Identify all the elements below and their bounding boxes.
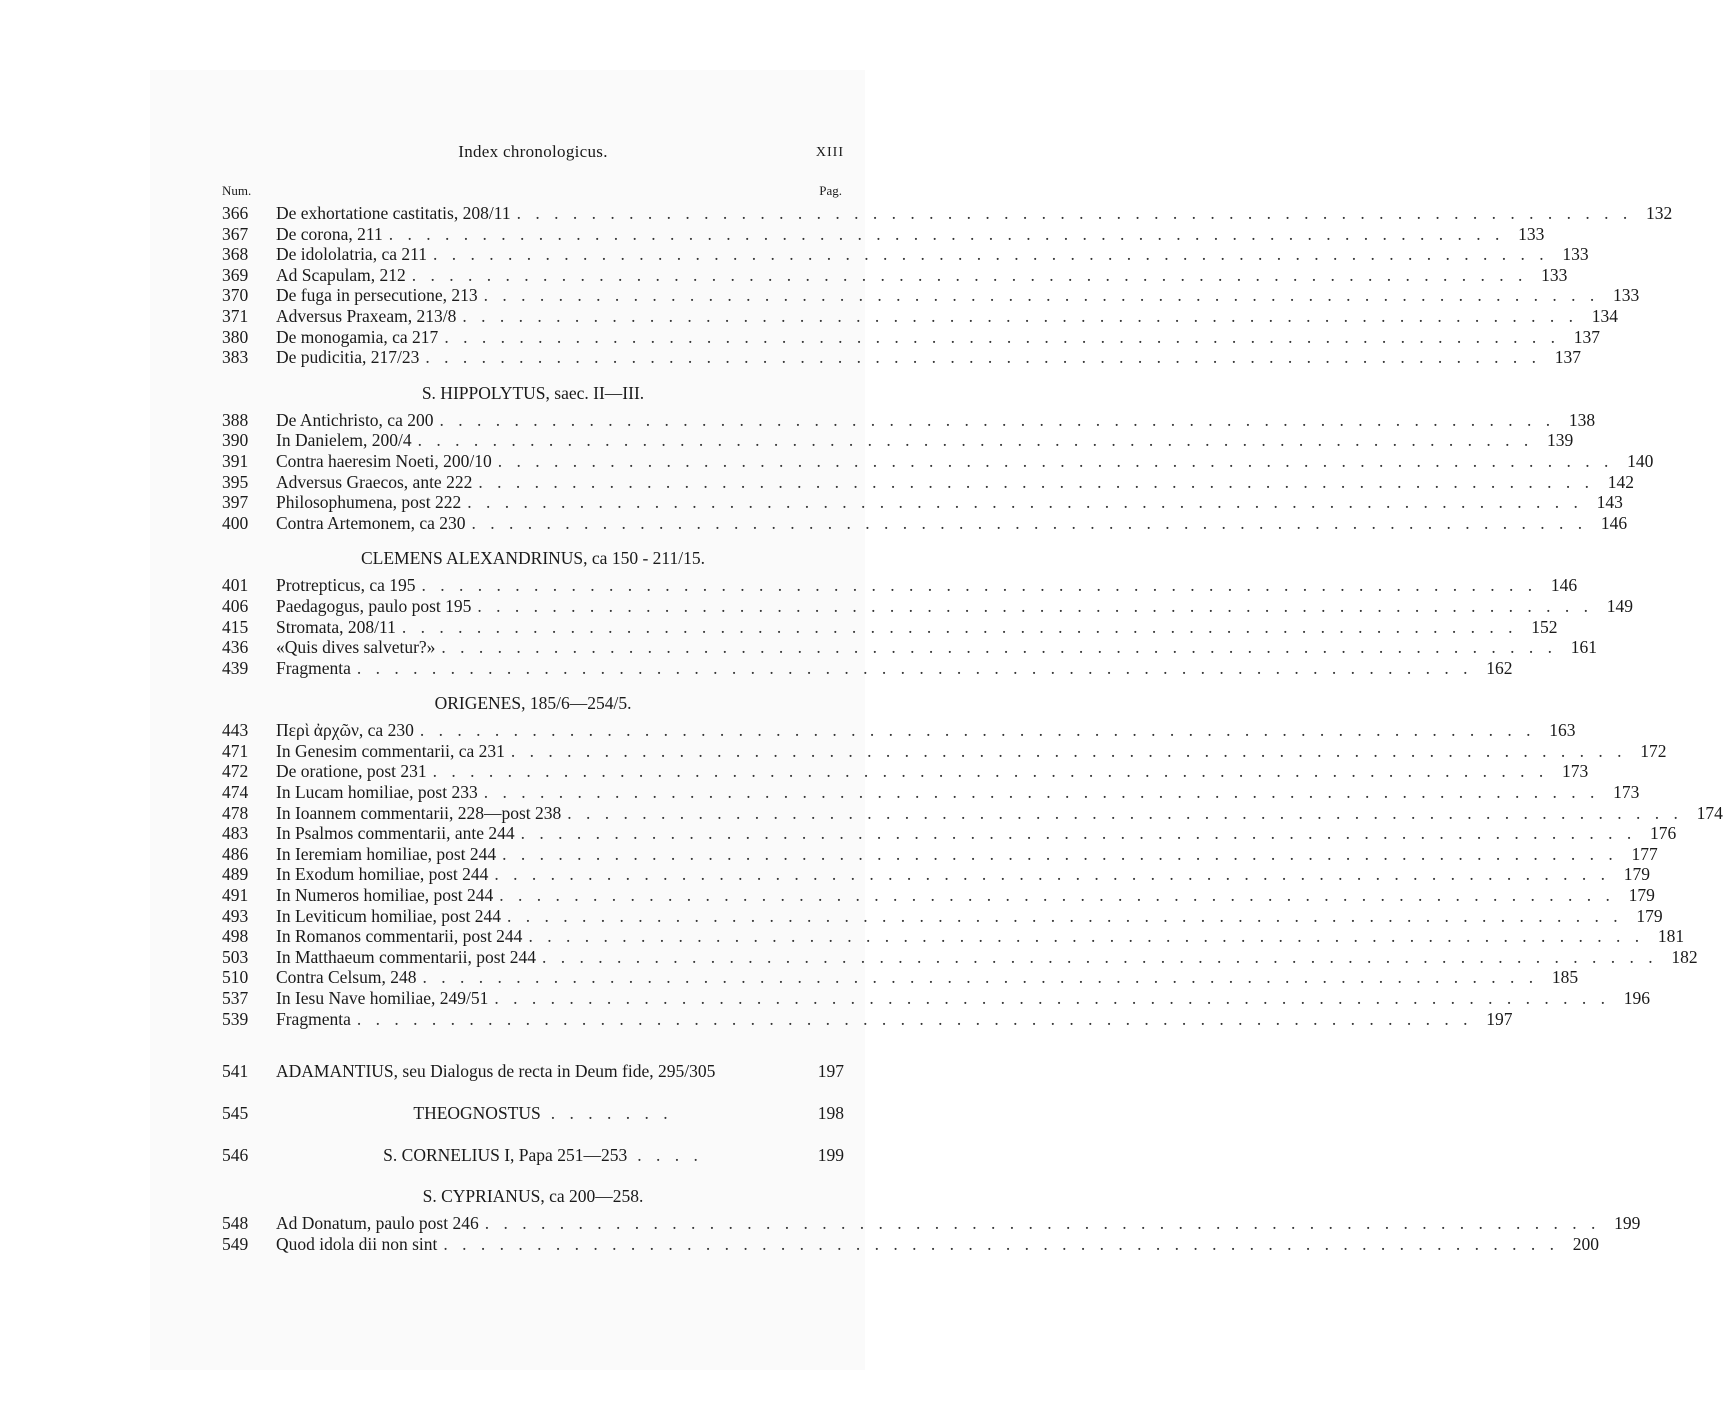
index-entry <box>222 450 1654 472</box>
entry-title: De monogamia, ca 217 <box>276 326 439 347</box>
entry-number: 400 <box>222 512 249 533</box>
entry-title: De idololatria, ca 211 <box>276 244 427 265</box>
section-heading: S. CYPRIANUS, ca 200—258. <box>422 1186 644 1207</box>
entry-title: In Leviticum homiliae, post 244 <box>276 905 502 926</box>
entry-title: De pudicitia, 217/23 <box>276 347 420 368</box>
entry-number: 395 <box>222 471 249 492</box>
entry-number: 498 <box>222 926 249 947</box>
entry-page: 149 <box>1606 595 1634 616</box>
leader-dots: . . . . . . . . . . . . . . . . . . . . . . . . . . . . . . . . . . . . . . . . . . . . . . . . . . . . . . . . . . . . <box>421 575 1538 596</box>
standalone-entry <box>222 1059 844 1083</box>
entry-title: S. CORNELIUS I, Papa 251—253 <box>383 1145 628 1166</box>
entry-page: 132 <box>1645 203 1673 223</box>
entry-title: Adversus Graecos, ante 222 <box>276 471 473 492</box>
entry-title: In Genesim commentarii, ca 231 <box>276 740 505 761</box>
entry-page: 179 <box>1628 885 1655 906</box>
leader-dots: . . . . . . . . . . . . . . . . . . . . . . . . . . . . . . . . . . . . . . . . . . . . . . . . . . . . . . . . . . . . <box>356 1008 1473 1029</box>
index-entry <box>222 305 1618 327</box>
entry-page: 177 <box>1631 843 1658 864</box>
entry-title: In Ieremiam homiliae, post 244 <box>276 843 497 864</box>
leader-dots: . . . . . . . . . . . . . . . . . . . . . . . . . . . . . . . . . . . . . . . . . . . . . . . . . . . . . . . . . . . . <box>425 347 1542 368</box>
entry-title: In Ioannem commentarii, 228—post 238 <box>276 802 562 823</box>
entry-page: 176 <box>1650 823 1677 844</box>
index-entry <box>222 203 1673 224</box>
index-entry <box>222 430 1574 451</box>
entry-title: Quod idola dii non sint <box>276 1233 438 1254</box>
leader-dots: . . . . . . . . . . . . . . . . . . . . . . . . . . . . . . . . . . . . . . . . . . . . . . . . . . . . . . . . . . . . <box>520 823 1637 844</box>
running-head <box>222 142 844 168</box>
index-entry <box>222 264 1568 286</box>
entry-page: 161 <box>1570 637 1598 658</box>
pag-column-header: Pag. <box>819 183 842 198</box>
index-entry <box>222 347 1582 368</box>
index-entry <box>222 595 1634 617</box>
entry-title: In Matthaeum commentarii, post 244 <box>276 946 537 967</box>
entry-title: In Iesu Nave homiliae, 249/51 <box>276 988 489 1008</box>
entry-page: 133 <box>1518 223 1545 244</box>
index-entry <box>222 409 1596 431</box>
entry-title: Stromata, 208/11 <box>276 616 396 637</box>
entry-page: 197 <box>817 1061 844 1082</box>
entry-number: 549 <box>222 1233 249 1254</box>
entry-title: Philosophumena, post 222 <box>276 492 462 513</box>
running-title: Index chronologicus. <box>458 142 608 161</box>
column-headers <box>222 183 844 201</box>
leader-dots: . . . . . . . . . . . . . . . . . . . . . . . . . . . . . . . . . . . . . . . . . . . . . . . . . . . . . . . . . . . . <box>432 244 1549 265</box>
entry-number: 436 <box>222 637 249 658</box>
entry-number: 401 <box>222 575 249 596</box>
entry-page: 172 <box>1640 740 1667 761</box>
index-entry <box>222 864 1651 885</box>
section-heading: CLEMENS ALEXANDRINUS, ca 150 - 211/15. <box>361 548 705 569</box>
entry-title: «Quis dives salvetur?» <box>276 637 436 658</box>
entry-title: De Antichristo, ca 200 <box>276 409 434 430</box>
entry-number: 471 <box>222 740 249 761</box>
index-entry <box>222 823 1677 844</box>
entry-page: 181 <box>1657 926 1685 947</box>
entry-title: De exhortatione castitatis, 208/11 <box>276 203 511 223</box>
entry-title: In Psalmos commentarii, ante 244 <box>276 823 515 844</box>
index-entry <box>222 1213 1641 1234</box>
entry-title: Contra Artemonem, ca 230 <box>276 512 466 533</box>
entry-title: Περὶ ἀρχῶν, ca 230 <box>276 720 414 741</box>
index-entry <box>222 1008 1513 1030</box>
entry-page: 134 <box>1591 305 1618 326</box>
leader-dots: . . . . . . . . . . . . . . . . . . . . . . . . . . . . . . . . . . . . . . . . . . . . . . . . . . . . . . . . . . . . <box>484 1213 1601 1234</box>
index-entry <box>222 512 1628 534</box>
entry-number: 489 <box>222 864 249 885</box>
section-heading: ORIGENES, 185/6—254/5. <box>434 693 632 714</box>
index-entry <box>222 223 1545 245</box>
leader-dots: . . . . . . . . . . . . . . . . . . . . . . . . . . . . . . . . . . . . . . . . . . . . . . . . . . . . . . . . . . . . <box>477 595 1594 616</box>
entry-page: 179 <box>1623 864 1651 885</box>
leader-dots: . . . . . . . . . . . . . . . . . . . . . . . . . . . . . . . . . . . . . . . . . . . . . . . . . . . . . . . . . . . . <box>471 512 1588 533</box>
leader-dots: . . . . . . . . . . . . . . . . . . . . . . . . . . . . . . . . . . . . . . . . . . . . . . . . . . . . . . . . . . . . <box>510 740 1627 761</box>
entry-page: 137 <box>1554 347 1582 368</box>
index-entry <box>222 637 1598 658</box>
standalone-entry <box>222 1143 844 1167</box>
entry-title: Ad Scapulam, 212 <box>276 264 406 285</box>
entry-page: 140 <box>1627 450 1654 471</box>
leader-dots: . . . . . . . . . . . . . . . . . . . . . . . . . . . . . . . . . . . . . . . . . . . . . . . . . . . . . . . . . . . . <box>494 864 1611 885</box>
index-entry <box>222 905 1663 927</box>
entry-page: 133 <box>1541 264 1568 285</box>
leader-dots: . . . . . . . . . . . . . . . . . . . . . . . . . . . . . . . . . . . . . . . . . . . . . . . . . . . . . . . . . . . . <box>542 946 1658 967</box>
entry-title: De oratione, post 231 <box>276 761 427 782</box>
leader-dots: . . . . . . . . . . . . . . . . . . . . . . . . . . . . . . . . . . . . . . . . . . . . . . . . . . . . . . . . . . . . <box>417 430 1534 451</box>
entry-title: THEOGNOSTUS <box>413 1103 541 1124</box>
entry-page: 173 <box>1562 761 1589 782</box>
leader-dots: . . . . . . . . . . . . . . . . . . . . . . . . . . . . . . . . . . . . . . . . . . . . . . . . . . . . . . . . . . . . <box>502 843 1618 864</box>
entry-page: 137 <box>1573 326 1600 347</box>
index-entry <box>222 1233 1600 1255</box>
entry-number: 406 <box>222 595 249 616</box>
entry-page: 182 <box>1671 946 1698 967</box>
entry-number: 510 <box>222 967 249 988</box>
entry-page: 138 <box>1568 409 1596 430</box>
entry-number: 486 <box>222 843 249 864</box>
entry-number: 370 <box>222 285 249 306</box>
entry-number: 380 <box>222 326 249 347</box>
entry-title: Contra haeresim Noeti, 200/10 <box>276 450 492 471</box>
entry-number: 474 <box>222 782 249 803</box>
entry-number: 483 <box>222 823 249 844</box>
index-entry <box>222 285 1640 306</box>
leader-dots: . . . . . . . . . . . . . . . . . . . . . . . . . . . . . . . . . . . . . . . . . . . . . . . . . . . . . . . . . . . . <box>441 637 1558 658</box>
leader-dots: . . . . . . . . . . . . . . . . . . . . . . . . . . . . . . . . . . . . . . . . . . . . . . . . . . . . . . . . . . . . <box>356 657 1473 678</box>
num-column-header: Num. <box>222 183 252 198</box>
entry-title: In Danielem, 200/4 <box>276 430 412 451</box>
entry-page: 179 <box>1636 905 1663 926</box>
leader-dots: . . . . . . . . . . . . . . . . . . . . . . . . . . . . . . . . . . . . . . . . . . . . . . . . . . . . . . . . . . . . <box>411 264 1528 285</box>
entry-page: 133 <box>1562 244 1589 265</box>
entry-number: 367 <box>222 223 249 244</box>
entry-page: 152 <box>1531 616 1558 637</box>
entry-page: 139 <box>1546 430 1574 451</box>
leader-dots: . . . . . . . . . . . . . . . . . . . . . . . . . . . . . . . . . . . . . . . . . . . . . . . . . . . . . . . . . . . . <box>516 203 1633 223</box>
leader-dots: . . . . . . . . . . . . . . . . . . . . . . . . . . . . . . . . . . . . . . . . . . . . . . . . . . . . . . . . . . . . <box>483 285 1600 306</box>
leader-dots: . . . . . . . . . . . . . . . . . . . . . . . . . . . . . . . . . . . . . . . . . . . . . . . . . . . . . . . . . . . . <box>401 616 1518 637</box>
leader-dots: . . . . . . . . . . . . . . . . . . . . . . . . . . . . . . . . . . . . . . . . . . . . . . . . . . . . . . . . . . . . <box>494 988 1611 1008</box>
entry-page: 174 <box>1696 802 1723 823</box>
leader-dots: . . . . . . . . . . . . . . . . . . . . . . . . . . . . . . . . . . . . . . . . . . . . . . . . . . . . . . . . . . . . <box>444 326 1560 347</box>
index-entry <box>222 575 1578 596</box>
entry-title: Contra Celsum, 248 <box>276 967 417 988</box>
leader-dots: . . . . . . . . . . . . . . . . . . . . . . . . . . . . . . . . . . . . . . . . . . . . . . . . . . . . . . . . . . . . <box>462 305 1578 326</box>
index-entry <box>222 946 1698 968</box>
entry-number: 548 <box>222 1213 249 1234</box>
entry-number: 539 <box>222 1008 249 1029</box>
entry-page: 200 <box>1572 1233 1600 1254</box>
entry-title: De fuga in persecutione, 213 <box>276 285 478 306</box>
entry-page: 198 <box>817 1103 844 1124</box>
entry-number: 366 <box>222 203 249 223</box>
index-entry <box>222 761 1589 782</box>
entry-page: 199 <box>817 1145 844 1166</box>
entry-page: 196 <box>1623 988 1651 1008</box>
leader-dots: . . . . <box>637 1145 703 1166</box>
entry-number: 545 <box>222 1103 249 1124</box>
entry-number: 390 <box>222 430 249 451</box>
entry-page: 133 <box>1613 285 1640 306</box>
entry-page: 146 <box>1550 575 1578 596</box>
entry-title-wrap <box>276 1143 810 1167</box>
page-number: XIII <box>815 145 844 160</box>
leader-dots: . . . . . . . . . . . . . . . . . . . . . . . . . . . . . . . . . . . . . . . . . . . . . . . . . . . . . . . . . . . . <box>467 492 1583 513</box>
entry-title: In Romanos commentarii, post 244 <box>276 926 523 947</box>
index-entry <box>222 802 1723 824</box>
index-entry <box>222 740 1667 762</box>
entry-title: Adversus Praxeam, 213/8 <box>276 305 457 326</box>
leader-dots: . . . . . . . . . . . . . . . . . . . . . . . . . . . . . . . . . . . . . . . . . . . . . . . . . . . . . . . . . . . . <box>388 223 1505 244</box>
entry-title: De corona, 211 <box>276 223 383 244</box>
index-content <box>222 203 1723 1254</box>
index-entry <box>222 926 1685 947</box>
entry-number: 439 <box>222 657 249 678</box>
entry-title: Paedagogus, paulo post 195 <box>276 595 472 616</box>
leader-dots: . . . . . . . . . . . . . . . . . . . . . . . . . . . . . . . . . . . . . . . . . . . . . . . . . . . . . . . . . . . . <box>478 471 1594 492</box>
entry-number: 537 <box>222 988 249 1008</box>
leader-dots: . . . . . . . <box>550 1103 673 1124</box>
entry-number: 546 <box>222 1145 249 1166</box>
index-entry <box>222 244 1589 265</box>
entry-page: 162 <box>1486 657 1513 678</box>
entry-number: 493 <box>222 905 249 926</box>
entry-number: 415 <box>222 616 249 637</box>
index-entry <box>222 988 1651 1009</box>
index-entry <box>222 967 1579 988</box>
entry-number: 503 <box>222 946 249 967</box>
entry-number: 472 <box>222 761 249 782</box>
entry-number: 397 <box>222 492 249 513</box>
index-entry <box>222 616 1558 638</box>
entry-number: 443 <box>222 720 249 741</box>
entry-number: 369 <box>222 264 249 285</box>
leader-dots: . . . . . . . . . . . . . . . . . . . . . . . . . . . . . . . . . . . . . . . . . . . . . . . . . . . . . . . . . . . . <box>507 905 1623 926</box>
entry-number: 478 <box>222 802 249 823</box>
entry-page: 185 <box>1551 967 1579 988</box>
index-entry <box>222 471 1634 493</box>
entry-title: In Lucam homiliae, post 233 <box>276 782 478 803</box>
entry-title: Fragmenta <box>276 657 351 678</box>
entry-number: 541 <box>222 1061 249 1082</box>
leader-dots: . . . . . . . . . . . . . . . . . . . . . . . . . . . . . . . . . . . . . . . . . . . . . . . . . . . . . . . . . . . . <box>439 409 1556 430</box>
entry-number: 388 <box>222 409 249 430</box>
entry-page: 199 <box>1614 1213 1641 1234</box>
index-entry <box>222 885 1655 906</box>
leader-dots: . . . . . . . . . . . . . . . . . . . . . . . . . . . . . . . . . . . . . . . . . . . . . . . . . . . . . . . . . . . . <box>499 885 1615 906</box>
entry-page: 197 <box>1486 1008 1513 1029</box>
index-entry <box>222 657 1513 679</box>
leader-dots: . . . . . . . . . . . . . . . . . . . . . . . . . . . . . . . . . . . . . . . . . . . . . . . . . . . . . . . . . . . . <box>419 720 1536 741</box>
leader-dots: . . . . . . . . . . . . . . . . . . . . . . . . . . . . . . . . . . . . . . . . . . . . . . . . . . . . . . . . . . . . <box>422 967 1539 988</box>
leader-dots: . . . . . . . . . . . . . . . . . . . . . . . . . . . . . . . . . . . . . . . . . . . . . . . . . . . . . . . . . . . . <box>567 802 1683 823</box>
entry-page: 163 <box>1549 720 1576 741</box>
entry-number: 391 <box>222 450 249 471</box>
index-entry <box>222 720 1576 741</box>
entry-number: 383 <box>222 347 249 368</box>
entry-title: In Exodum homiliae, post 244 <box>276 864 489 885</box>
entry-page: 143 <box>1596 492 1623 513</box>
leader-dots: . . . . . . . . . . . . . . . . . . . . . . . . . . . . . . . . . . . . . . . . . . . . . . . . . . . . . . . . . . . . <box>432 761 1549 782</box>
leader-dots: . . . . . . . . . . . . . . . . . . . . . . . . . . . . . . . . . . . . . . . . . . . . . . . . . . . . . . . . . . . . <box>528 926 1645 947</box>
standalone-entry <box>222 1101 844 1125</box>
entry-title: Fragmenta <box>276 1008 351 1029</box>
index-entry <box>222 782 1640 803</box>
section-heading: S. HIPPOLYTUS, saec. II—III. <box>421 382 645 403</box>
entry-title-wrap <box>276 1101 810 1125</box>
entry-title: Ad Donatum, paulo post 246 <box>276 1213 479 1234</box>
entry-title: ADAMANTIUS, seu Dialogus de recta in Deum fide, 295/305 <box>276 1061 716 1082</box>
leader-dots: . . . . . . . . . . . . . . . . . . . . . . . . . . . . . . . . . . . . . . . . . . . . . . . . . . . . . . . . . . . . <box>443 1233 1560 1254</box>
entry-title: Protrepticus, ca 195 <box>276 575 416 596</box>
entry-page: 146 <box>1600 512 1628 533</box>
index-entry <box>222 492 1623 513</box>
entry-number: 491 <box>222 885 249 906</box>
index-entry <box>222 843 1658 865</box>
leader-dots: . . . . . . . . . . . . . . . . . . . . . . . . . . . . . . . . . . . . . . . . . . . . . . . . . . . . . . . . . . . . <box>483 782 1600 803</box>
index-entry <box>222 326 1600 348</box>
leader-dots: . . . . . . . . . . . . . . . . . . . . . . . . . . . . . . . . . . . . . . . . . . . . . . . . . . . . . . . . . . . . <box>497 450 1614 471</box>
entry-page: 142 <box>1607 471 1634 492</box>
entry-page: 173 <box>1613 782 1640 803</box>
entry-title: In Numeros homiliae, post 244 <box>276 885 494 906</box>
entry-number: 371 <box>222 305 249 326</box>
entry-number: 368 <box>222 244 249 265</box>
